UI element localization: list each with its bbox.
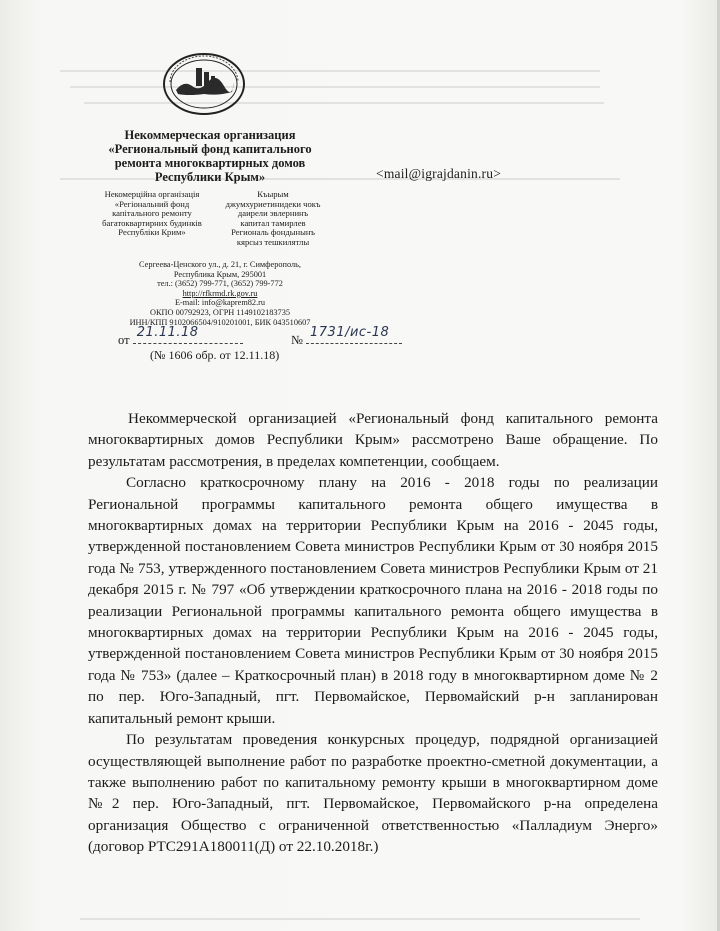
- ukrainian-line: капітального ремонту: [112, 208, 192, 219]
- org-title-line: ремонта многоквартирных домов: [114, 156, 306, 170]
- seal-emblem-icon: [162, 52, 246, 116]
- reference-line: [118, 325, 402, 348]
- crimean-tatar-line: Къырым: [257, 189, 289, 199]
- ukrainian-line: «Регіональний фонд: [114, 198, 190, 209]
- address-line: Республика Крым, 295001: [173, 269, 267, 279]
- date-blank: [133, 325, 243, 344]
- number-label: №: [290, 333, 303, 347]
- tax-codes-line: ИНН/КПП 9102066504/910201001, БИК 043510607: [129, 317, 311, 327]
- crimean-tatar-line: джумхуриетинидеки чокъ: [225, 198, 321, 209]
- from-label: от: [118, 333, 130, 347]
- handwritten-date: 21.11.18: [136, 325, 199, 340]
- bleed-through-line: [80, 918, 640, 920]
- reference-note: (№ 1606 обр. от 12.11.18): [150, 348, 280, 362]
- organization-title: [90, 128, 330, 184]
- body-paragraph: Некоммерческой организацией «Региональный фонд капитального ремонта многоквартирных домов Республики Крым» рассмотрено Ваше обращение. По результатам рассмотрения, в пределах компетенции, сообщаем.: [88, 410, 658, 470]
- crimean-tatar-line: даирели эвлернинъ: [237, 208, 309, 219]
- crimean-tatar-line: кярсыз тешкилятлы: [236, 236, 310, 247]
- org-title-line: Республики Крым»: [154, 170, 266, 184]
- body-paragraph: Согласно краткосрочному плану на 2016 - 2018 годы по реализации Региональной программы капитального ремонта общего имущества в многоквартирных домах на территории Республики Крым на 2016 - 2045 годы, утвержденной постановлением Совета министров Республики Крым от 30 ноября 2015 года № 753, утвержденного постановлением Совета министров Республики Крым от 21 декабря 2015 г. № 797 «Об утверждении краткосрочного плана на 2016 - 2018 годы по реализации Региональной программы капитального ремонта общего имущества в многоквартирных домах на территории Республики Крым на 2016 - 2045 годы, утвержденной постановлением Совета министров Республики Крым от 30 ноября 2015 года № 753» (далее – Краткосрочный план) в 2018 году в многоквартирном доме № 2 по пер. Юго-Западный, пгт. Первомайское, Первомайский р-н запланирован капитальный ремонт крыши.: [88, 474, 658, 727]
- crimean-tatar-line: Региональ фондынынъ: [231, 227, 315, 238]
- organization-name-crimean-tatar: [214, 190, 332, 248]
- recipient-email: <mail@igrajdanin.ru>: [376, 166, 502, 181]
- phone-line: тел.: (3652) 799-771, (3652) 799-772: [157, 279, 283, 289]
- org-title-line: Некоммерческая организация: [124, 128, 296, 142]
- email-line: E-mail: info@kaprem82.ru: [174, 298, 266, 308]
- ukrainian-line: Республіки Крим»: [118, 227, 186, 238]
- org-title-line: «Региональный фонд капитального: [108, 142, 312, 156]
- body-paragraph: По результатам проведения конкурсных процедур, подрядной организацией осуществляющей выполнение работ по разработке проектно-сметной документации, а также выполнению работ по капитальному ремонту крыши в многоквартирном доме №2 пер. Юго-Западный, пгт. Первомайское, Первомайского р-на определена организация Общество с ограниченной ответственностью «Палладиум Энерго» (договор РТС291А180011(Д) от 22.10.2018г.): [88, 731, 658, 856]
- bleed-through-line: [70, 86, 600, 88]
- organization-name-ukrainian: [92, 190, 212, 238]
- letter-body: [88, 408, 658, 858]
- contact-details: [110, 260, 330, 327]
- registry-codes-line: ОКПО 00792923, ОГРН 1149102183735: [149, 307, 290, 317]
- ukrainian-line: багатоквартирних будинків: [102, 217, 202, 228]
- number-blank: [306, 325, 402, 344]
- website-link[interactable]: http://rfkrmd.rk.gov.ru: [182, 288, 258, 298]
- address-line: Сергеева-Ценского ул., д. 21, г. Симферополь,: [139, 260, 301, 269]
- ukrainian-line: Некомерційна організація: [104, 189, 200, 199]
- bleed-through-line: [60, 70, 600, 72]
- crimean-tatar-line: капитал тамирлев: [240, 217, 306, 228]
- handwritten-number: 1731/ис-18: [310, 325, 390, 340]
